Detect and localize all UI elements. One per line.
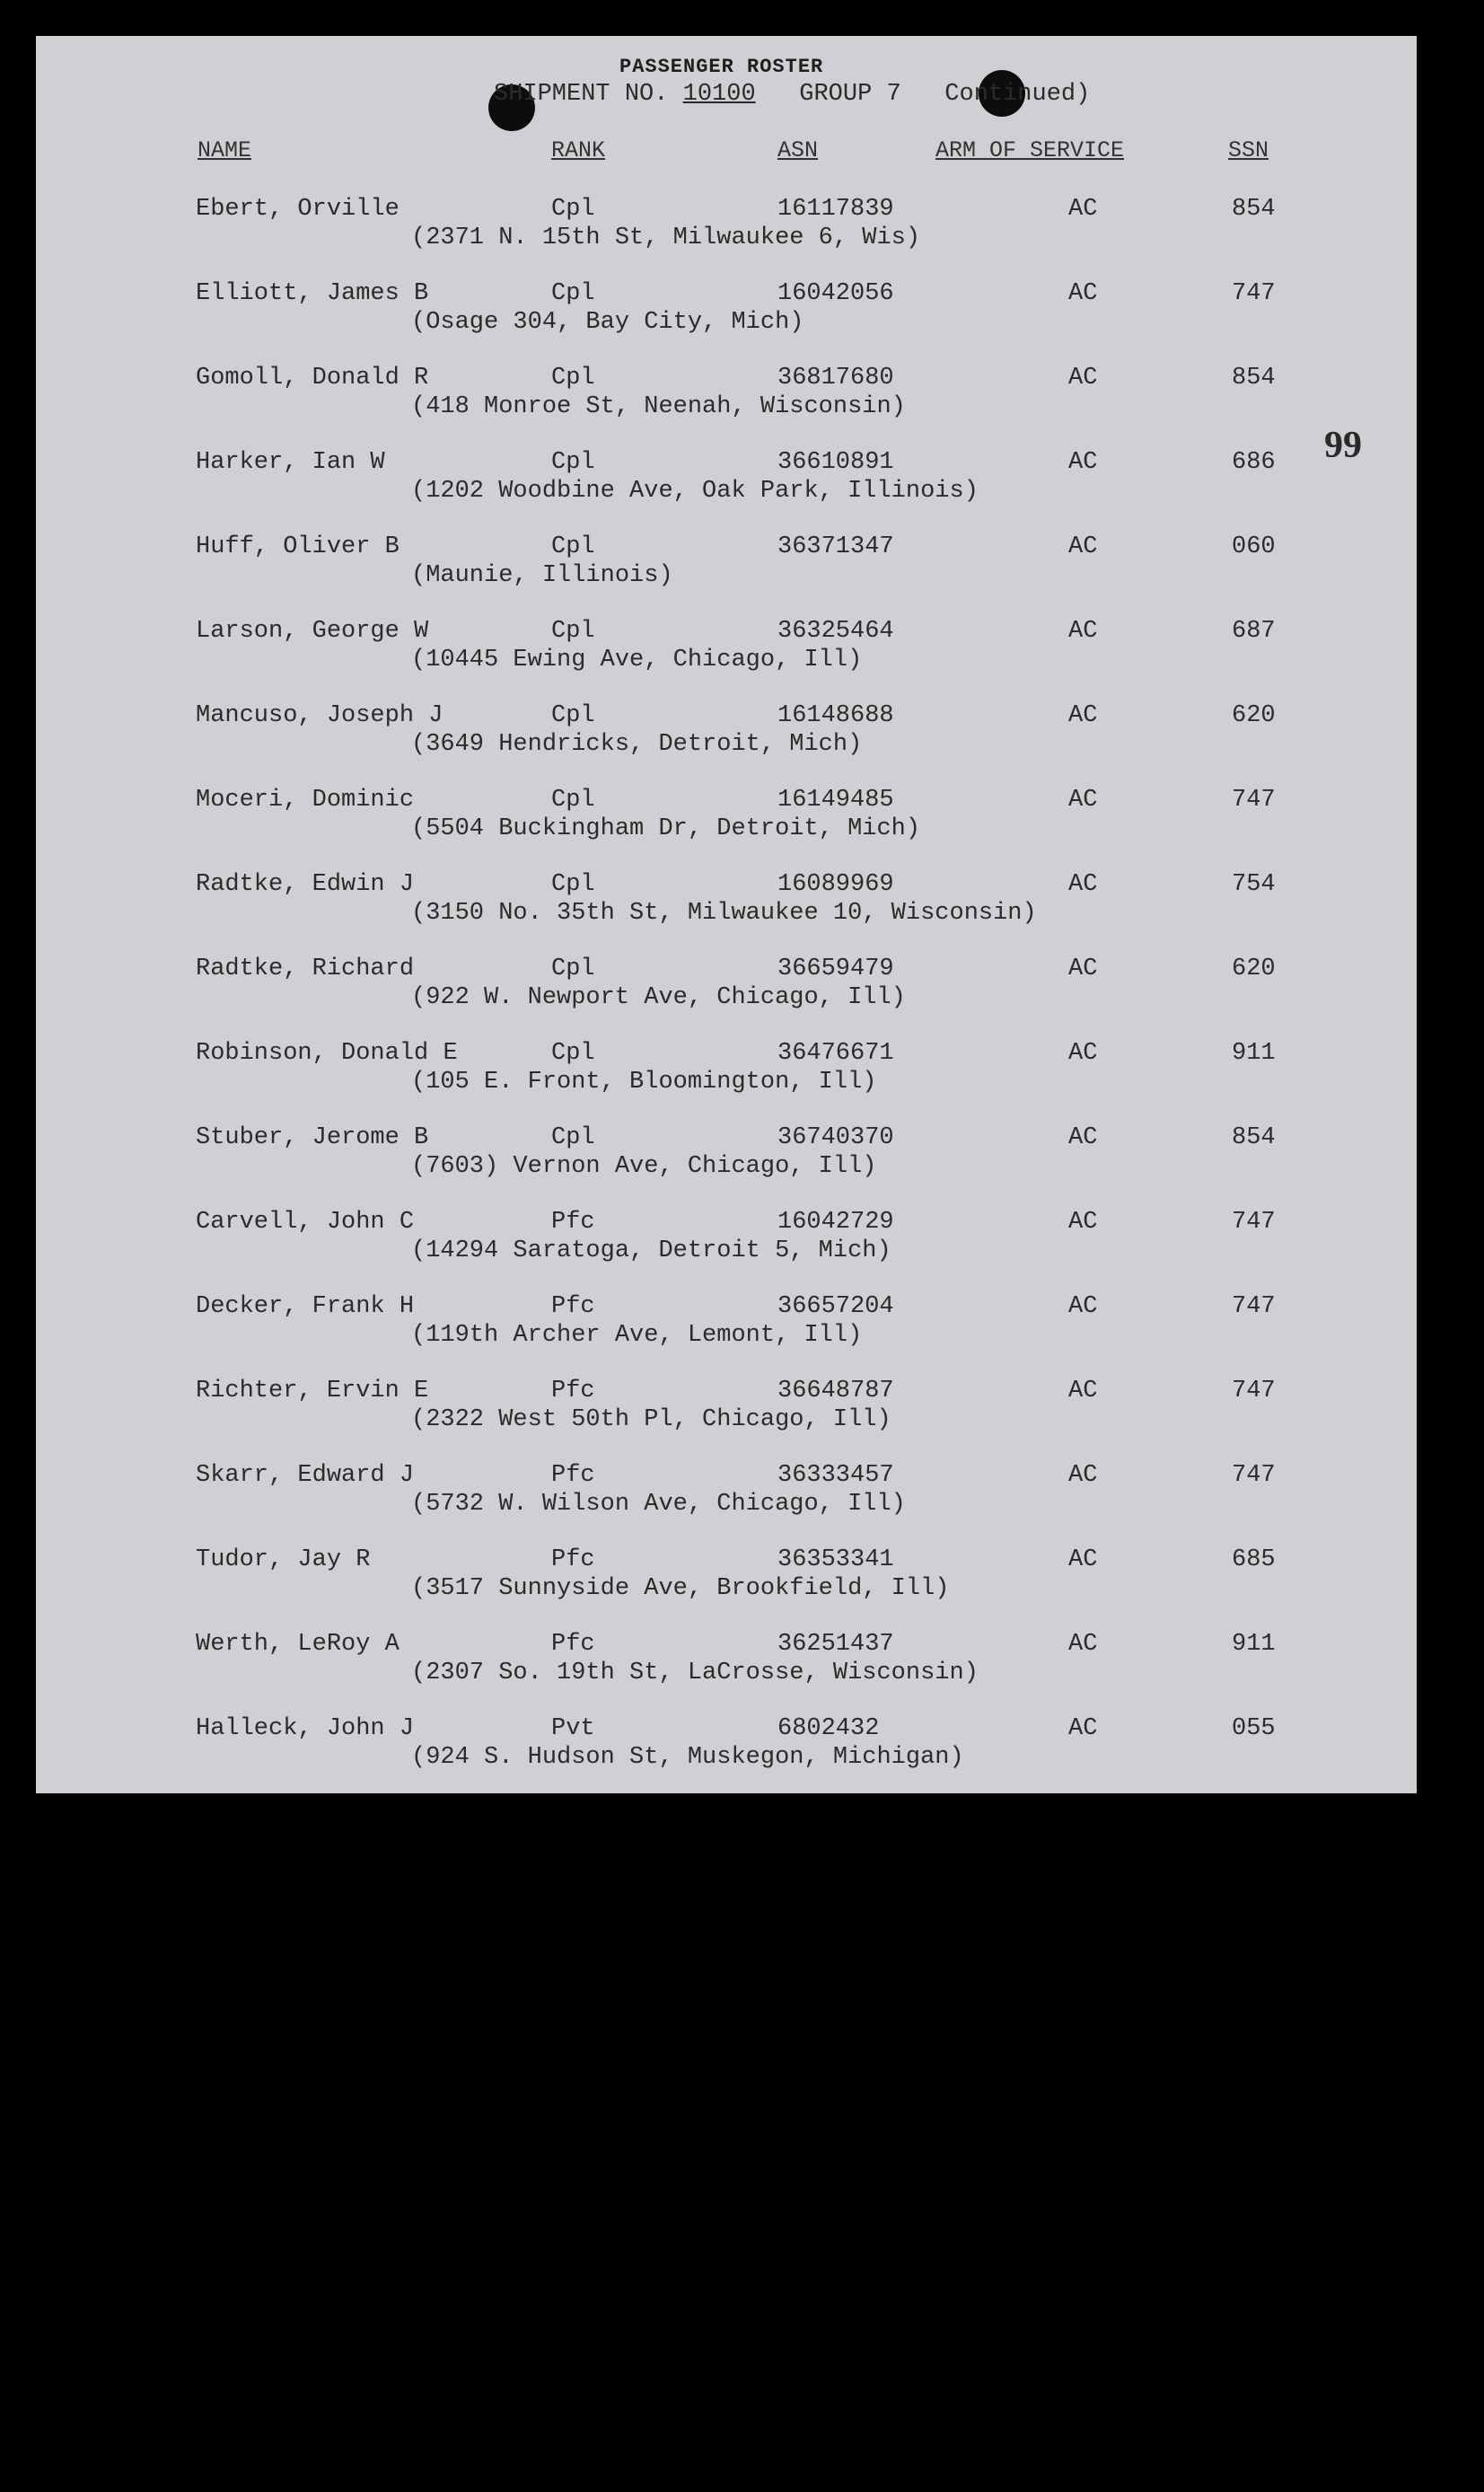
entry-address: (3150 No. 35th St, Milwaukee 10, Wisconsin) [411,900,1037,927]
continued-note: Continued) [944,81,1091,108]
entry-ssn: 911 [1232,1631,1276,1658]
entry-rank: Cpl [551,871,595,898]
roster-entry [36,280,1417,365]
entry-address: (1202 Woodbine Ave, Oak Park, Illinois) [411,478,979,505]
entry-ssn: 754 [1232,871,1276,898]
entry-rank: Cpl [551,1124,595,1151]
entry-rank: Cpl [551,365,595,392]
entry-ssn: 747 [1232,1462,1276,1489]
entry-ssn: 854 [1232,365,1276,392]
entry-rank: Cpl [551,533,595,560]
entry-address: (5732 W. Wilson Ave, Chicago, Ill) [411,1491,906,1518]
group-number: 7 [886,81,901,108]
entry-arm: AC [1068,702,1098,729]
entry-address: (924 S. Hudson St, Muskegon, Michigan) [411,1744,964,1771]
entry-name: Carvell, John C [196,1209,415,1236]
column-header-ssn: SSN [1228,137,1269,163]
entry-name: Larson, George W [196,618,429,645]
entry-arm: AC [1068,1462,1098,1489]
entry-arm: AC [1068,1546,1098,1573]
entry-address: (14294 Saratoga, Detroit 5, Mich) [411,1237,891,1264]
roster-entry [36,533,1417,618]
roster-entry [36,1209,1417,1293]
entry-rank: Pfc [551,1293,595,1320]
entry-ssn: 911 [1232,1040,1276,1067]
roster-title: PASSENGER ROSTER [619,56,824,78]
entry-ssn: 060 [1232,533,1276,560]
entry-arm: AC [1068,871,1098,898]
entry-address: (Maunie, Illinois) [411,562,673,589]
entry-ssn: 686 [1232,449,1276,476]
roster-entry [36,365,1417,449]
entry-asn: 36371347 [777,533,894,560]
roster-page [36,36,1417,1793]
entry-name: Skarr, Edward J [196,1462,415,1489]
entry-arm: AC [1068,1378,1098,1405]
entry-rank: Cpl [551,787,595,814]
entry-name: Decker, Frank H [196,1293,415,1320]
entry-address: (105 E. Front, Bloomington, Ill) [411,1069,877,1096]
entry-name: Harker, Ian W [196,449,385,476]
entry-rank: Cpl [551,280,595,307]
entry-name: Werth, LeRoy A [196,1631,400,1658]
entry-address: (10445 Ewing Ave, Chicago, Ill) [411,647,863,674]
shipment-number: 10100 [682,81,756,108]
entry-name: Huff, Oliver B [196,533,400,560]
entry-ssn: 854 [1232,196,1276,223]
entry-arm: AC [1068,1040,1098,1067]
entry-asn: 16148688 [777,702,894,729]
entry-rank: Cpl [551,618,595,645]
entry-ssn: 747 [1232,1293,1276,1320]
roster-entry [36,1462,1417,1546]
entry-name: Richter, Ervin E [196,1378,429,1405]
entry-ssn: 685 [1232,1546,1276,1573]
entry-ssn: 747 [1232,787,1276,814]
entry-address: (Osage 304, Bay City, Mich) [411,309,804,336]
entry-ssn: 747 [1232,280,1276,307]
entry-rank: Cpl [551,955,595,982]
entry-asn: 16089969 [777,871,894,898]
entry-address: (3649 Hendricks, Detroit, Mich) [411,731,863,758]
entry-ssn: 620 [1232,955,1276,982]
entry-rank: Cpl [551,702,595,729]
entry-ssn: 055 [1232,1715,1276,1742]
entry-asn: 6802432 [777,1715,880,1742]
entry-asn: 36648787 [777,1378,894,1405]
entry-name: Moceri, Dominic [196,787,415,814]
entry-ssn: 620 [1232,702,1276,729]
roster-entry [36,955,1417,1040]
entry-asn: 16117839 [777,196,894,223]
entry-name: Stuber, Jerome B [196,1124,429,1151]
column-header-rank: RANK [551,137,606,163]
entry-arm: AC [1068,365,1098,392]
roster-entry [36,618,1417,702]
entry-rank: Cpl [551,449,595,476]
entry-name: Radtke, Richard [196,955,415,982]
entry-address: (2322 West 50th Pl, Chicago, Ill) [411,1406,891,1433]
entry-asn: 36476671 [777,1040,894,1067]
entry-asn: 36251437 [777,1631,894,1658]
entry-ssn: 687 [1232,618,1276,645]
entry-rank: Pfc [551,1378,595,1405]
roster-entry [36,1378,1417,1462]
entry-rank: Pfc [551,1462,595,1489]
entry-arm: AC [1068,196,1098,223]
group-label: GROUP [799,81,873,108]
roster-entry [36,449,1417,533]
entry-rank: Pvt [551,1715,595,1742]
roster-entry [36,787,1417,871]
handwritten-page-number: 99 [1324,425,1362,466]
entry-address: (5504 Buckingham Dr, Detroit, Mich) [411,815,921,842]
shipment-header [494,81,1090,108]
entry-asn: 36659479 [777,955,894,982]
roster-entry [36,1546,1417,1631]
entry-arm: AC [1068,955,1098,982]
entry-rank: Pfc [551,1546,595,1573]
entry-arm: AC [1068,787,1098,814]
column-header-name: NAME [198,137,252,163]
roster-entry [36,1124,1417,1209]
entry-asn: 36740370 [777,1124,894,1151]
entry-asn: 16042729 [777,1209,894,1236]
entry-asn: 36325464 [777,618,894,645]
entry-asn: 16149485 [777,787,894,814]
entry-asn: 36817680 [777,365,894,392]
entry-asn: 36610891 [777,449,894,476]
entry-rank: Cpl [551,196,595,223]
roster-entry [36,702,1417,787]
entry-asn: 36353341 [777,1546,894,1573]
entry-address: (2371 N. 15th St, Milwaukee 6, Wis) [411,225,921,251]
entry-name: Radtke, Edwin J [196,871,415,898]
entry-rank: Pfc [551,1209,595,1236]
entry-address: (2307 So. 19th St, LaCrosse, Wisconsin) [411,1660,979,1686]
entry-arm: AC [1068,533,1098,560]
entry-name: Elliott, James B [196,280,429,307]
roster-entry [36,1293,1417,1378]
entry-address: (922 W. Newport Ave, Chicago, Ill) [411,984,906,1011]
entry-asn: 36333457 [777,1462,894,1489]
entry-address: (418 Monroe St, Neenah, Wisconsin) [411,393,906,420]
entry-address: (3517 Sunnyside Ave, Brookfield, Ill) [411,1575,950,1602]
entry-arm: AC [1068,1124,1098,1151]
entry-rank: Pfc [551,1631,595,1658]
entry-arm: AC [1068,280,1098,307]
entry-rank: Cpl [551,1040,595,1067]
column-header-asn: ASN [777,137,819,163]
shipment-label: SHIPMENT NO. [494,81,669,108]
entry-name: Ebert, Orville [196,196,400,223]
entry-name: Halleck, John J [196,1715,415,1742]
column-header-arm-of-service: ARM OF SERVICE [935,137,1125,163]
roster-entry [36,196,1417,280]
entry-arm: AC [1068,1209,1098,1236]
entry-address: (7603) Vernon Ave, Chicago, Ill) [411,1153,877,1180]
roster-entry [36,871,1417,955]
entry-name: Mancuso, Joseph J [196,702,443,729]
entry-name: Robinson, Donald E [196,1040,458,1067]
entry-arm: AC [1068,1715,1098,1742]
entry-ssn: 747 [1232,1378,1276,1405]
roster-entry [36,1040,1417,1124]
entry-arm: AC [1068,1293,1098,1320]
entry-address: (119th Archer Ave, Lemont, Ill) [411,1322,863,1349]
entry-arm: AC [1068,449,1098,476]
entry-ssn: 747 [1232,1209,1276,1236]
entry-asn: 16042056 [777,280,894,307]
entry-ssn: 854 [1232,1124,1276,1151]
roster-entry [36,1715,1417,1800]
entry-arm: AC [1068,618,1098,645]
entry-name: Gomoll, Donald R [196,365,429,392]
entry-name: Tudor, Jay R [196,1546,371,1573]
entry-arm: AC [1068,1631,1098,1658]
entry-asn: 36657204 [777,1293,894,1320]
roster-entry [36,1631,1417,1715]
